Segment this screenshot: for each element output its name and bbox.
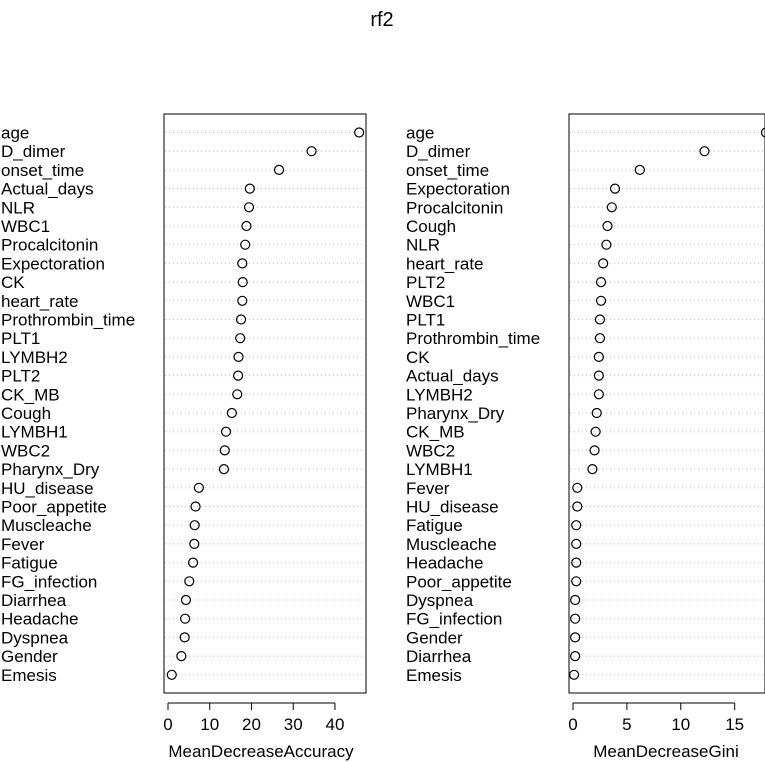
category-label-accuracy-lymbh2: LYMBH2 xyxy=(1,347,68,367)
category-label-gini-procalcitonin: Procalcitonin xyxy=(406,198,504,218)
category-label-accuracy-actual-days: Actual_days xyxy=(1,179,94,199)
category-label-gini-ck: CK xyxy=(406,347,430,367)
data-point-gini-wbc1 xyxy=(597,296,606,305)
data-point-accuracy-cough xyxy=(227,409,236,418)
category-label-accuracy-cough: Cough xyxy=(1,404,52,423)
data-point-gini-muscleache xyxy=(572,539,581,548)
x-axis-gini xyxy=(568,703,744,734)
category-label-accuracy-nlr: NLR xyxy=(1,198,36,218)
data-point-accuracy-age xyxy=(355,128,364,137)
category-label-gini-poor-appetite: Poor_appetite xyxy=(406,572,512,592)
category-label-gini-fever: Fever xyxy=(406,478,450,498)
category-label-accuracy-d-dimer: D_dimer xyxy=(1,142,66,162)
category-label-accuracy-pharynx-dry: Pharynx_Dry xyxy=(1,460,100,480)
chart-title: rf2 xyxy=(370,9,394,31)
data-point-accuracy-emesis xyxy=(167,670,176,679)
data-point-gini-age xyxy=(761,128,765,137)
category-label-gini-muscleache: Muscleache xyxy=(406,534,497,554)
category-label-accuracy-procalcitonin: Procalcitonin xyxy=(1,235,99,255)
panel-mean-decrease-accuracy xyxy=(1,114,366,734)
category-label-accuracy-fever: Fever xyxy=(1,534,45,554)
category-label-accuracy-emesis: Emesis xyxy=(1,665,57,685)
category-label-accuracy-ck-mb: CK_MB xyxy=(1,385,60,405)
category-label-accuracy-muscleache: Muscleache xyxy=(1,516,92,536)
category-label-accuracy-age: age xyxy=(1,123,30,143)
x-tick-label-gini-5: 5 xyxy=(622,715,632,734)
category-label-gini-actual-days: Actual_days xyxy=(406,366,499,386)
category-label-gini-wbc1: WBC1 xyxy=(406,291,456,311)
data-point-accuracy-poor-appetite xyxy=(191,502,200,511)
category-label-accuracy-wbc1: WBC1 xyxy=(1,217,51,236)
category-label-gini-gender: Gender xyxy=(406,628,463,648)
category-label-gini-dyspnea: Dyspnea xyxy=(406,591,474,610)
category-label-gini-age: age xyxy=(406,123,435,143)
category-label-accuracy-plt2: PLT2 xyxy=(1,366,41,386)
category-label-accuracy-dyspnea: Dyspnea xyxy=(1,628,69,648)
category-label-accuracy-expectoration: Expectoration xyxy=(1,254,105,274)
x-tick-label-accuracy-30: 30 xyxy=(283,715,303,734)
category-label-gini-fatigue: Fatigue xyxy=(406,516,463,536)
category-label-accuracy-hu-disease: HU_disease xyxy=(1,478,94,498)
category-label-gini-headache: Headache xyxy=(406,553,484,573)
category-label-accuracy-heart-rate: heart_rate xyxy=(1,291,79,311)
x-tick-label-accuracy-20: 20 xyxy=(242,715,261,734)
x-tick-label-gini-0: 0 xyxy=(568,715,578,734)
category-label-gini-cough: Cough xyxy=(406,217,457,236)
category-label-gini-pharynx-dry: Pharynx_Dry xyxy=(406,404,505,423)
x-tick-label-gini-10: 10 xyxy=(671,715,691,734)
category-label-accuracy-prothrombin-time: Prothrombin_time xyxy=(1,310,136,330)
data-point-gini-poor-appetite xyxy=(572,577,581,586)
category-label-accuracy-fatigue: Fatigue xyxy=(1,553,58,573)
x-tick-label-accuracy-10: 10 xyxy=(200,715,220,734)
data-point-gini-fatigue xyxy=(572,521,581,530)
category-label-gini-expectoration: Expectoration xyxy=(406,179,510,199)
category-label-accuracy-diarrhea: Diarrhea xyxy=(1,591,67,610)
category-label-gini-ck-mb: CK_MB xyxy=(406,422,465,442)
data-point-gini-prothrombin-time xyxy=(595,334,604,343)
x-tick-label-accuracy-40: 40 xyxy=(325,715,345,734)
category-label-gini-nlr: NLR xyxy=(406,235,441,255)
category-label-gini-wbc2: WBC2 xyxy=(406,441,456,461)
data-point-gini-headache xyxy=(572,558,581,567)
x-axis-accuracy xyxy=(163,703,344,734)
category-label-gini-diarrhea: Diarrhea xyxy=(406,647,472,667)
x-tick-label-accuracy-0: 0 xyxy=(163,715,173,734)
category-label-gini-prothrombin-time: Prothrombin_time xyxy=(406,329,541,349)
x-axis-label-gini: MeanDecreaseGini xyxy=(593,742,739,761)
category-label-gini-fg-infection: FG_infection xyxy=(406,609,503,629)
data-point-gini-pharynx-dry xyxy=(592,409,601,418)
category-label-accuracy-gender: Gender xyxy=(1,647,58,667)
data-point-accuracy-pharynx-dry xyxy=(219,465,228,474)
category-label-gini-hu-disease: HU_disease xyxy=(406,497,499,517)
data-point-gini-lymbh1 xyxy=(588,465,597,474)
category-label-gini-plt2: PLT2 xyxy=(406,273,446,293)
x-axis-label-accuracy: MeanDecreaseAccuracy xyxy=(168,742,354,761)
category-label-accuracy-headache: Headache xyxy=(1,609,79,629)
category-label-accuracy-plt1: PLT1 xyxy=(1,329,41,349)
data-point-accuracy-hu-disease xyxy=(194,483,203,492)
plot-frame-accuracy xyxy=(164,114,366,693)
category-label-accuracy-wbc2: WBC2 xyxy=(1,441,51,461)
category-label-gini-lymbh2: LYMBH2 xyxy=(406,385,473,405)
category-label-accuracy-ck: CK xyxy=(1,273,25,293)
data-point-gini-plt2 xyxy=(597,278,606,287)
category-label-gini-heart-rate: heart_rate xyxy=(406,254,484,274)
category-label-gini-lymbh1: LYMBH1 xyxy=(406,460,473,480)
x-tick-label-gini-15: 15 xyxy=(725,715,745,734)
category-label-accuracy-onset-time: onset_time xyxy=(1,160,85,180)
category-label-gini-onset-time: onset_time xyxy=(406,160,490,180)
category-label-accuracy-fg-infection: FG_infection xyxy=(1,572,98,592)
panel-mean-decrease-gini xyxy=(406,114,765,734)
category-label-gini-d-dimer: D_dimer xyxy=(406,142,471,162)
data-point-accuracy-d-dimer xyxy=(307,147,316,156)
data-point-accuracy-onset-time xyxy=(275,165,284,174)
data-point-gini-plt1 xyxy=(595,315,604,324)
data-point-gini-d-dimer xyxy=(700,147,709,156)
plot-frame-gini xyxy=(569,114,765,693)
category-label-accuracy-lymbh1: LYMBH1 xyxy=(1,422,68,442)
category-label-accuracy-poor-appetite: Poor_appetite xyxy=(1,497,107,517)
category-label-gini-emesis: Emesis xyxy=(406,665,462,685)
category-label-gini-plt1: PLT1 xyxy=(406,310,446,330)
